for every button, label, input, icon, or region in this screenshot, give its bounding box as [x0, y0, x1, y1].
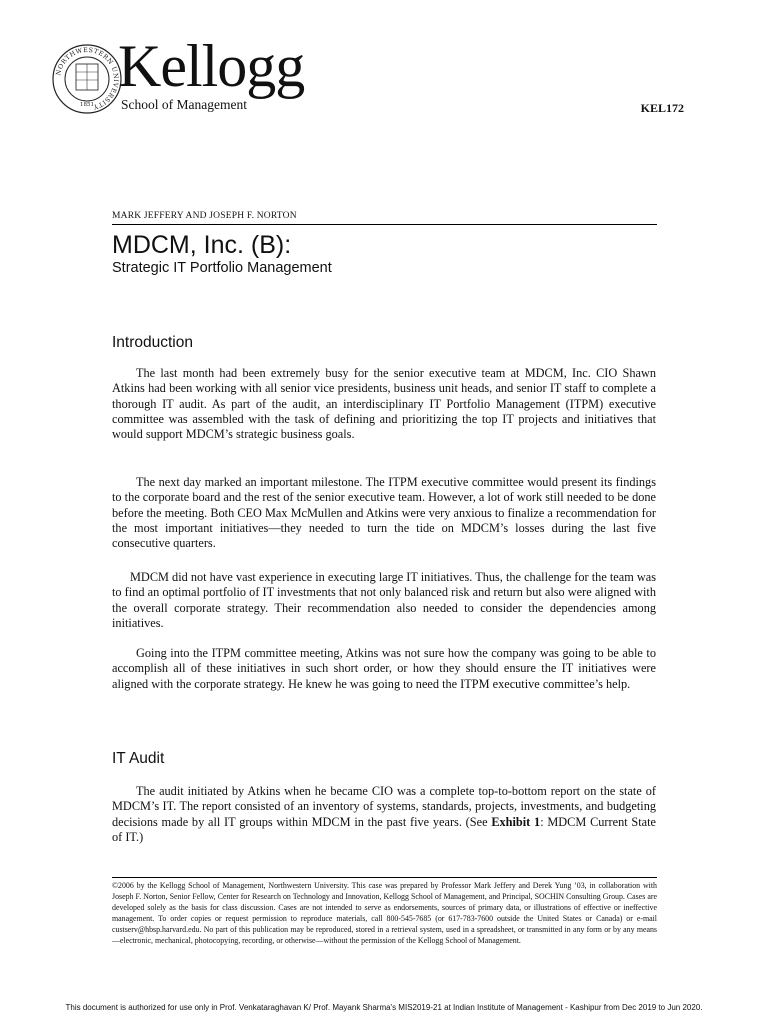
section-heading-it-audit: IT Audit — [112, 750, 165, 767]
intro-paragraph-2: The next day marked an important milestone. The ITPM executive committee would present its findings to the corporate board and the rest of the senior executive team. However, a lot of work still needed to be done before the meeting. Both CEO Max McMullen and Atkins were very anxious to finalize a recommendation for the most important initiatives—they needed to turn the tide on MDCM’s losses during the last five consecutive quarters. — [112, 475, 656, 551]
intro-paragraph-3: MDCM did not have vast experience in executing large IT initiatives. Thus, the challenge for the team was to find an optimal portfolio of IT investments that not only balanced risk and return but also were aligned with the overall corporate strategy. Their recommendation also needed to consider the dependencies among initiatives. — [112, 570, 656, 630]
case-number: KEL172 — [640, 101, 684, 115]
section-heading-introduction: Introduction — [112, 334, 193, 351]
seal-text: NORTHWESTERN UNIVERSITY — [55, 46, 120, 111]
intro-paragraph-4: Going into the ITPM committee meeting, Atkins was not sure how the company was going to be able to accomplish all of these initiatives in such short order, or how they should ensure the IT initiatives were aligned with the corporate strategy. He knew he was going to need the ITPM executive committee’s help. — [112, 646, 656, 691]
copyright-footnote: ©2006 by the Kellogg School of Management, Northwestern University. This case was prepared by Professor Mark Jeffery and Derek Yung ’03, in collaboration with Joseph F. Norton, Senior Fellow, Center for Research on Technology and Innovation, Kellogg School of Management, and Principal, SOCHIN Consulting Group. Cases are developed solely as the basis for class discussion. Cases are not intended to serve as endorsements, sources of primary data, or illustrations of effective or ineffective management. To order copies or request permission to reproduce materials, call 800-545-7685 (or 617-783-7600 outside the United States or Canada) or e-mail custserv@hbsp.harvard.edu. No part of this publication may be reproduced, stored in a retrieval system, used in a spreadsheet, or transmitted in any form or by any means—electronic, mechanical, photocopying, recording, or otherwise—without the permission of the Kellogg School of Management. — [112, 881, 657, 945]
kellogg-wordmark: Kellogg — [118, 33, 305, 99]
seal-year: 1851 — [80, 102, 94, 108]
authorization-notice: This document is authorized for use only in Prof. Venkataraghavan K/ Prof. Mayank Sharma's MIS2019-21 at Indian Institute of Management - Kashipur from Dec 2019 to Jun 2020. — [65, 1003, 703, 1012]
title-rule — [112, 224, 657, 225]
exhibit-reference: Exhibit 1 — [491, 814, 541, 829]
intro-paragraph-1: The last month had been extremely busy for the senior executive team at MDCM, Inc. CIO Shawn Atkins had been working with all senior vice presidents, business unit heads, and senior IT staff to complete a thorough IT audit. As part of the audit, an interdisciplinary IT Portfolio Management (ITPM) executive committee was assembled with the task of defining and prioritizing the top IT projects and initiatives that would support MDCM’s strategic business goals. — [112, 366, 656, 442]
northwestern-seal-logo — [52, 44, 122, 114]
school-of-management-label: School of Management — [121, 97, 247, 112]
it-audit-paragraph-1: The audit initiated by Atkins when he became CIO was a complete top-to-bottom report on the state of MDCM’s IT. The report consisted of an inventory of systems, standards, projects, investments, and budgeting decisions made by all IT groups within MDCM in the past five years. (See Exhibit 1: MDCM Current State of IT.) — [112, 784, 656, 844]
document-title: MDCM, Inc. (B): — [112, 231, 292, 259]
footnote-rule — [112, 877, 657, 878]
authors-line: MARK JEFFERY AND JOSEPH F. NORTON — [112, 211, 297, 221]
document-subtitle: Strategic IT Portfolio Management — [112, 260, 332, 276]
